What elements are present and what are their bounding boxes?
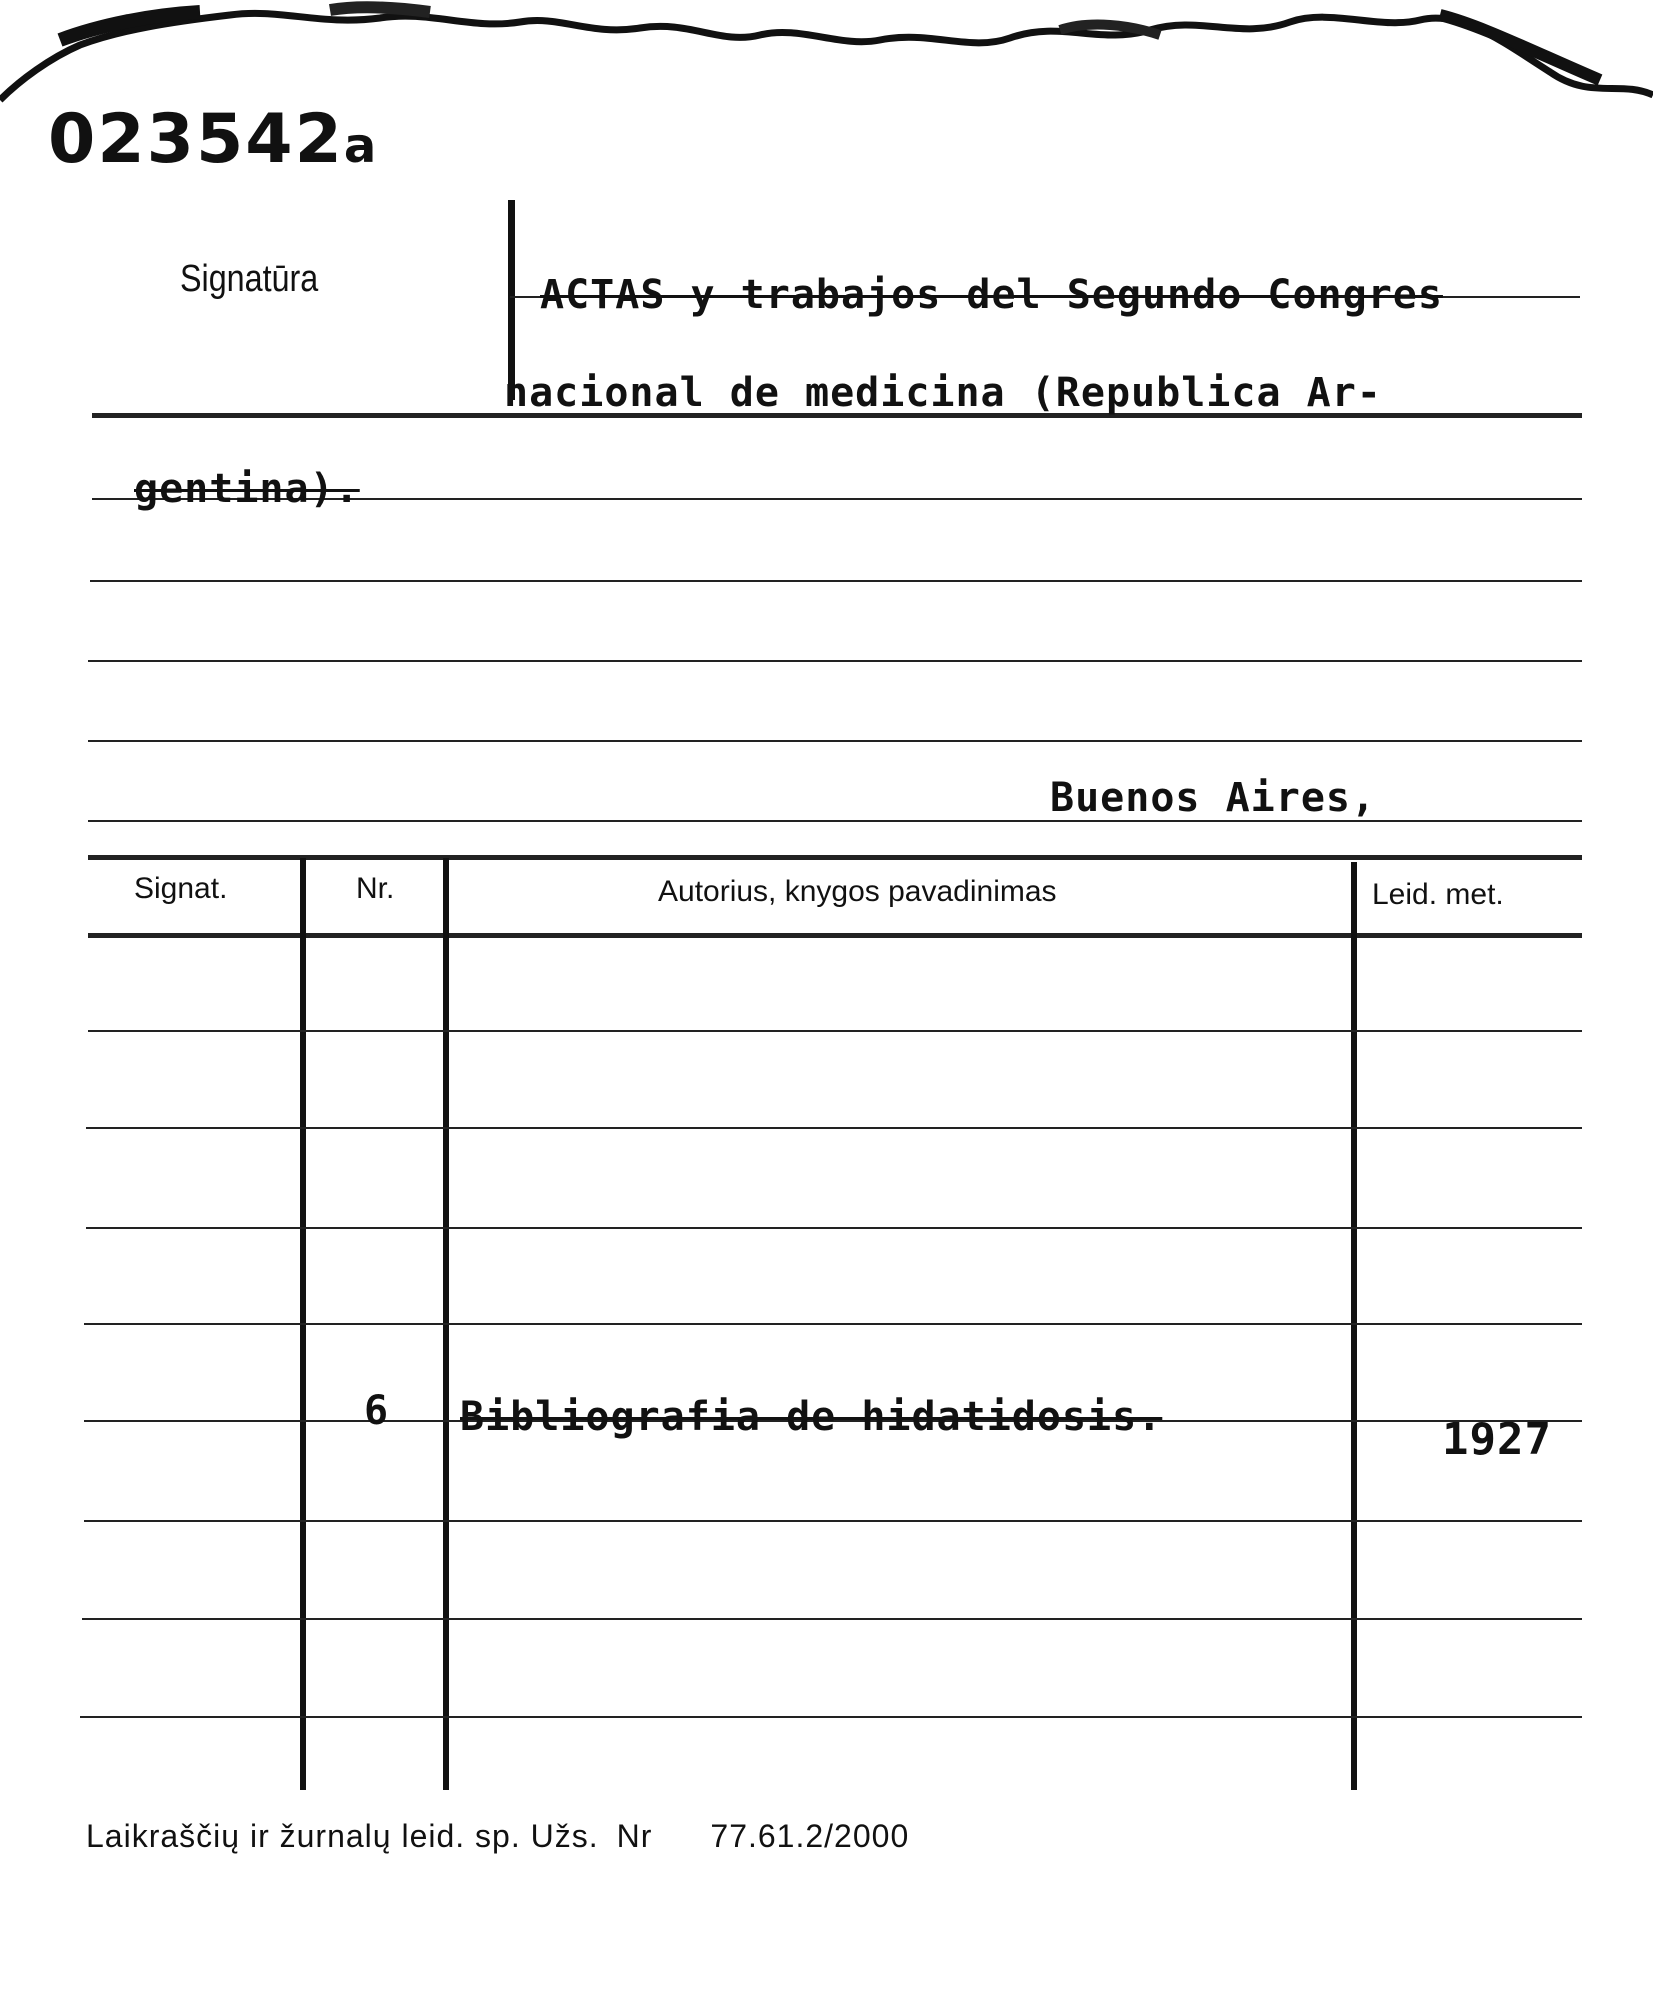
table-row-line — [84, 1520, 1582, 1522]
table-row-line — [82, 1618, 1582, 1620]
title-line-2: nacional de medicina (Republica Ar- — [504, 370, 1382, 416]
accession-suffix: a — [343, 118, 379, 174]
rule-line — [88, 740, 1582, 742]
entry-year: 1927 — [1442, 1414, 1552, 1465]
title-line-1: ACTAS y trabajos del Segundo Congres — [540, 272, 1443, 318]
accession-number — [48, 100, 378, 179]
order-label: Nr — [616, 1818, 653, 1854]
title-line-3: gentina). — [134, 466, 360, 512]
column-header-year: Leid. met. — [1372, 878, 1504, 911]
rule-line — [88, 660, 1582, 662]
table-row-line — [86, 1227, 1582, 1229]
printer-name: Laikraščių ir žurnalų leid. sp. Užs. — [86, 1818, 599, 1854]
order-number: 77.61.2/2000 — [710, 1818, 910, 1854]
place-of-publication: Buenos Aires, — [1050, 775, 1377, 821]
column-divider — [1351, 862, 1357, 1790]
table-top-border — [88, 855, 1582, 860]
printer-imprint — [86, 1818, 927, 1855]
table-header-border — [88, 933, 1582, 938]
table-row-line — [80, 1716, 1582, 1718]
column-header-nr: Nr. — [356, 872, 395, 905]
table-row-line — [86, 1127, 1582, 1129]
signature-label: Signatūra — [180, 258, 319, 300]
column-header-signat: Signat. — [134, 872, 228, 905]
table-row-line — [84, 1323, 1582, 1325]
rule-line — [90, 580, 1582, 582]
accession-number-digits: 023542 — [48, 100, 344, 179]
column-header-author-title: Autorius, knygos pavadinimas — [658, 875, 1057, 908]
entry-title: Bibliografia de hidatidosis. — [460, 1394, 1163, 1440]
entry-number: 6 — [364, 1388, 390, 1434]
table-row-line — [88, 1030, 1582, 1032]
